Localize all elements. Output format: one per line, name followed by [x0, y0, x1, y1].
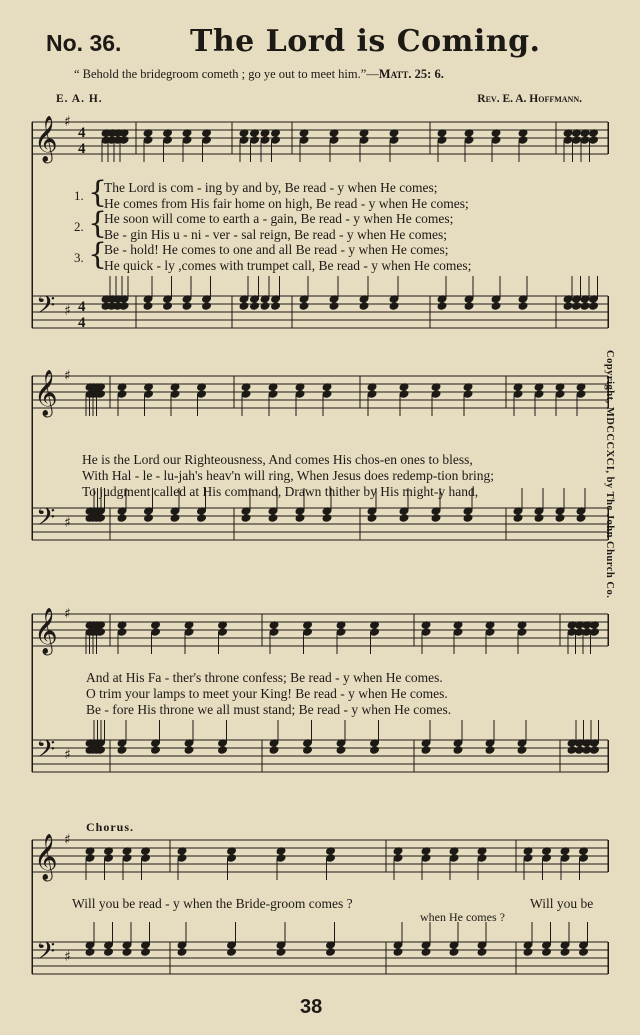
- note-head: [170, 390, 180, 398]
- note-head: [370, 746, 380, 754]
- note-head: [389, 136, 399, 144]
- note-head: [218, 746, 228, 754]
- note-head: [163, 302, 173, 310]
- note-head: [399, 390, 409, 398]
- key-sharp-icon: ♯: [64, 515, 71, 531]
- note-head: [389, 302, 399, 310]
- note-head: [370, 628, 380, 636]
- note-head: [177, 948, 187, 956]
- note-head: [260, 136, 270, 144]
- chorus-lyric-line: Will you be read - y when the Bride-groom comes ?: [72, 896, 353, 911]
- note-head: [477, 948, 487, 956]
- note-head: [144, 390, 154, 398]
- note-head: [104, 854, 114, 862]
- note-head: [250, 136, 260, 144]
- note-head: [184, 746, 194, 754]
- note-head: [437, 302, 447, 310]
- note-head: [359, 302, 369, 310]
- lyric-line: The Lord is com - ing by and by, Be read - y when He comes;: [104, 180, 438, 195]
- note-head: [421, 628, 431, 636]
- note-head: [303, 746, 313, 754]
- note-head: [513, 390, 523, 398]
- note-head: [464, 302, 474, 310]
- note-head: [523, 948, 533, 956]
- note-head: [117, 746, 127, 754]
- note-head: [202, 302, 212, 310]
- key-sharp-icon: ♯: [64, 368, 71, 384]
- note-head: [542, 854, 552, 862]
- bass-clef-icon: 𝄢: [36, 503, 56, 538]
- note-head: [144, 514, 154, 522]
- note-head: [227, 948, 237, 956]
- time-signature-top: 4: [78, 125, 86, 141]
- lyric-line: He soon will come to earth a - gain, Be read - y when He comes;: [104, 211, 454, 226]
- verse-brace-2: {: [88, 206, 108, 241]
- music-credit: Rev. E. A. Hoffmann.: [477, 93, 582, 105]
- note-head: [117, 514, 127, 522]
- lyric-line: Be - gin His u - ni - ver - sal reign, Be read - y when He comes;: [104, 227, 448, 242]
- note-head: [453, 746, 463, 754]
- note-head: [589, 136, 599, 144]
- verse-number-3: 3.: [74, 250, 84, 265]
- note-head: [560, 948, 570, 956]
- note-head: [421, 948, 431, 956]
- chorus-lyric-end: Will you be: [530, 896, 594, 911]
- key-sharp-icon: ♯: [64, 114, 71, 130]
- note-head: [563, 302, 573, 310]
- note-head: [523, 854, 533, 862]
- note-head: [250, 302, 260, 310]
- note-head: [579, 948, 589, 956]
- note-head: [513, 514, 523, 522]
- note-head: [303, 628, 313, 636]
- lyric-line: He quick - ly ,comes with trumpet call, Be read - y when He comes;: [104, 258, 472, 273]
- note-head: [117, 628, 127, 636]
- note-head: [517, 628, 527, 636]
- verse-brace-3: {: [88, 237, 108, 272]
- note-head: [485, 746, 495, 754]
- lyric-line: And at His Fa - ther's throne confess; Be read - y when He comes.: [86, 670, 443, 685]
- note-head: [197, 514, 207, 522]
- verse-brace-1: {: [88, 175, 108, 210]
- treble-clef-icon: 𝄞: [34, 116, 58, 162]
- note-head: [239, 136, 249, 144]
- key-sharp-icon: ♯: [64, 832, 71, 848]
- note-head: [560, 854, 570, 862]
- note-head: [518, 302, 528, 310]
- note-head: [367, 390, 377, 398]
- note-head: [589, 302, 599, 310]
- lyric-line: He comes from His fair home on high, Be read - y when He comes;: [104, 196, 469, 211]
- note-head: [241, 390, 251, 398]
- note-head: [393, 948, 403, 956]
- note-head: [464, 136, 474, 144]
- note-head: [326, 948, 336, 956]
- bass-clef-icon: 𝄢: [36, 291, 56, 326]
- key-sharp-icon: ♯: [64, 606, 71, 622]
- note-head: [555, 514, 565, 522]
- lyric-line: To judgment called at His command, Drawn thither by His might-y hand,: [82, 484, 479, 499]
- note-head: [576, 514, 586, 522]
- key-sharp-icon: ♯: [64, 747, 71, 763]
- note-head: [421, 854, 431, 862]
- note-head: [85, 854, 95, 862]
- epigraph: [74, 67, 444, 82]
- treble-clef-icon: 𝄞: [34, 370, 58, 416]
- note-head: [579, 854, 589, 862]
- lyric-line: Be - hold! He comes to one and all Be read - y when He comes;: [104, 242, 449, 257]
- epigraph-quote: “ Behold the bridegroom cometh ; go ye out to meet him.”—: [74, 67, 379, 81]
- note-head: [572, 136, 582, 144]
- note-head: [359, 136, 369, 144]
- note-head: [184, 628, 194, 636]
- note-head: [141, 854, 151, 862]
- note-head: [276, 854, 286, 862]
- note-head: [491, 302, 501, 310]
- lyric-line: He is the Lord our Righteousness, And comes His chos-en ones to bless,: [82, 452, 473, 467]
- note-head: [336, 746, 346, 754]
- words-credit: E. A. H.: [56, 93, 103, 105]
- note-head: [227, 854, 237, 862]
- treble-clef-icon: 𝄞: [34, 608, 58, 654]
- bass-clef-icon: 𝄢: [36, 735, 56, 770]
- note-head: [449, 854, 459, 862]
- note-head: [239, 302, 249, 310]
- note-head: [576, 390, 586, 398]
- note-head: [182, 302, 192, 310]
- note-head: [276, 948, 286, 956]
- copyright-notice: Copyright, MDCCCXCI, by The John Church Co.: [604, 350, 615, 599]
- note-head: [122, 948, 132, 956]
- note-head: [295, 390, 305, 398]
- note-head: [177, 854, 187, 862]
- note-head: [151, 746, 161, 754]
- note-head: [431, 390, 441, 398]
- note-head: [477, 854, 487, 862]
- note-head: [590, 746, 600, 754]
- note-head: [269, 746, 279, 754]
- note-head: [534, 390, 544, 398]
- note-head: [463, 514, 473, 522]
- note-head: [580, 136, 590, 144]
- note-head: [271, 302, 281, 310]
- time-signature-bottom: 4: [78, 315, 86, 331]
- note-head: [151, 628, 161, 636]
- note-head: [141, 948, 151, 956]
- treble-clef-icon: 𝄞: [34, 834, 58, 880]
- note-head: [326, 854, 336, 862]
- note-head: [399, 514, 409, 522]
- bass-clef-icon: 𝄢: [36, 937, 56, 972]
- note-head: [555, 390, 565, 398]
- note-head: [117, 390, 127, 398]
- note-head: [453, 628, 463, 636]
- note-head: [517, 746, 527, 754]
- note-head: [437, 136, 447, 144]
- note-head: [572, 302, 582, 310]
- verse-number-1: 1.: [74, 188, 84, 203]
- note-head: [329, 302, 339, 310]
- note-head: [202, 136, 212, 144]
- note-head: [563, 136, 573, 144]
- note-head: [143, 302, 153, 310]
- note-head: [170, 514, 180, 522]
- note-head: [322, 390, 332, 398]
- note-head: [463, 390, 473, 398]
- note-head: [182, 136, 192, 144]
- note-head: [122, 854, 132, 862]
- note-head: [163, 136, 173, 144]
- note-head: [421, 746, 431, 754]
- page-number: 38: [300, 996, 323, 1018]
- lyric-line: O trim your lamps to meet your King! Be read - y when He comes.: [86, 686, 448, 701]
- note-head: [268, 514, 278, 522]
- note-head: [542, 948, 552, 956]
- epigraph-reference: Matt. 25: 6.: [378, 67, 444, 81]
- note-head: [271, 136, 281, 144]
- verse-number-2: 2.: [74, 219, 84, 234]
- note-head: [268, 390, 278, 398]
- note-head: [85, 948, 95, 956]
- note-head: [590, 628, 600, 636]
- note-head: [322, 514, 332, 522]
- hymn-number: No. 36.: [46, 30, 122, 56]
- note-head: [143, 136, 153, 144]
- note-head: [104, 948, 114, 956]
- note-head: [299, 136, 309, 144]
- note-head: [299, 302, 309, 310]
- note-head: [269, 628, 279, 636]
- chorus-label: Chorus.: [86, 820, 135, 834]
- note-head: [449, 948, 459, 956]
- note-head: [491, 136, 501, 144]
- lyric-line: With Hal - le - lu-jah's heav'n will ring, When Jesus does redemp-tion bring;: [82, 468, 494, 483]
- note-head: [367, 514, 377, 522]
- hymn-title: The Lord is Coming.: [190, 24, 541, 59]
- time-signature-bottom: 4: [78, 141, 86, 157]
- note-head: [336, 628, 346, 636]
- note-head: [241, 514, 251, 522]
- note-head: [218, 628, 228, 636]
- lyric-line: Be - fore His throne we all must stand; Be read - y when He comes.: [86, 702, 452, 717]
- note-head: [197, 390, 207, 398]
- chorus-lyric-line-2: when He comes ?: [420, 910, 505, 924]
- note-head: [580, 302, 590, 310]
- note-head: [431, 514, 441, 522]
- time-signature-top: 4: [78, 299, 86, 315]
- note-head: [393, 854, 403, 862]
- note-head: [329, 136, 339, 144]
- note-head: [260, 302, 270, 310]
- note-head: [485, 628, 495, 636]
- note-head: [295, 514, 305, 522]
- note-head: [518, 136, 528, 144]
- key-sharp-icon: ♯: [64, 303, 71, 319]
- key-sharp-icon: ♯: [64, 949, 71, 965]
- note-head: [534, 514, 544, 522]
